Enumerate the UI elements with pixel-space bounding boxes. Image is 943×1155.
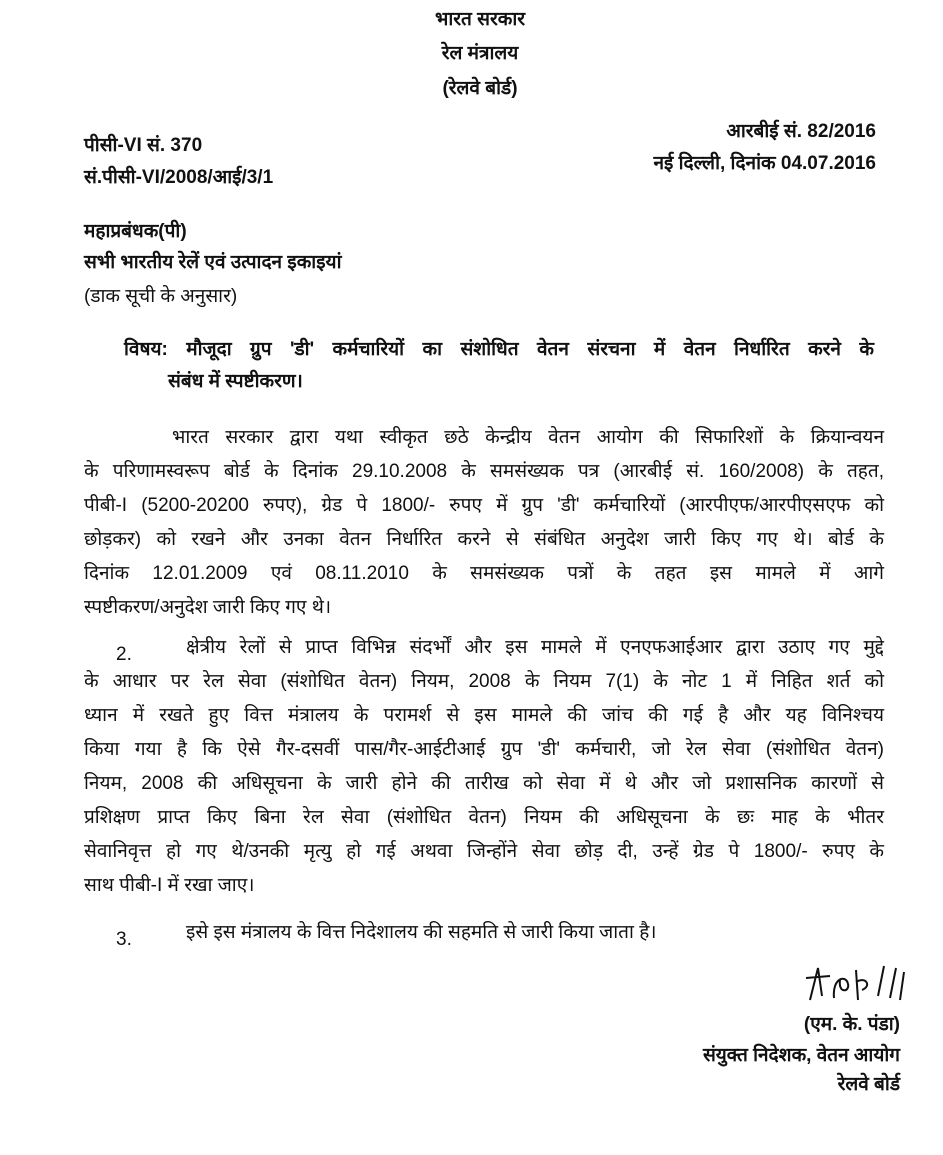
para3-number: 3. (116, 929, 132, 950)
header-government: भारत सरकार (434, 9, 526, 30)
para1-line: भारत सरकार द्वारा यथा स्वीकृत छठे केन्द्रीय वेतन आयोग की सिफारिशों के क्रियान्वयन (172, 427, 884, 448)
para2-line: किया गया है कि ऐसे गैर-दसवीं पास/गैर-आईटीआई ग्रुप 'डी' कर्मचारी, जो रेल सेवा (संशोधित वेतन) (84, 739, 884, 760)
para1-line: स्पष्टीकरण/अनुदेश जारी किए गए थे। (84, 597, 332, 618)
para2-line: सेवानिवृत्त हो गए थे/उनकी मृत्यु हो गई अथवा जिन्होंने सेवा छोड़ दी, उन्हें ग्रेड पे 1800/- रुपए के (84, 841, 884, 862)
para2-line: प्रशिक्षण प्राप्त किए बिना रेल सेवा (संशोधित वेतन) नियम की अधिसूचना के छः माह के भीतर (84, 807, 884, 828)
addressee-gm: महाप्रबंधक(पी) (84, 221, 187, 242)
signatory-office: रेलवे बोर्ड (837, 1074, 900, 1095)
signatory-name: (एम. के. पंडा) (803, 1014, 900, 1035)
para1-line: छोड़कर) को रखने और उनका वेतन निर्धारित करने से संबंधित अनुदेश जारी किए गए थे। बोर्ड के (84, 529, 884, 550)
para1-line: के परिणामस्वरूप बोर्ड के दिनांक 29.10.2008 के समसंख्यक पत्र (आरबीई सं. 160/2008) के तहत, (84, 461, 884, 482)
subject-line-2: संबंध में स्पष्टीकरण। (168, 371, 303, 392)
signatory-designation: संयुक्त निदेशक, वेतन आयोग (702, 1045, 900, 1066)
header-board: (रेलवे बोर्ड) (442, 78, 518, 99)
addressee-railways: सभी भारतीय रेलें एवं उत्पादन इकाइयां (84, 252, 342, 273)
para2-line: क्षेत्रीय रेलों से प्राप्त विभिन्न संदर्भों और इस मामले में एनएफआईआर द्वारा उठाए गए मुद्दे (186, 637, 884, 658)
para2-number: 2. (116, 644, 132, 665)
addressee-mailing-list: (डाक सूची के अनुसार) (84, 286, 238, 307)
ref-date: नई दिल्ली, दिनांक 04.07.2016 (653, 153, 876, 174)
para1-line: दिनांक 12.01.2009 एवं 08.11.2010 के समसंख्यक पत्रों के तहत इस मामले में आगे (84, 563, 884, 584)
para2-line: के आधार पर रेल सेवा (संशोधित वेतन) नियम, 2008 के नियम 7(1) के नोट 1 में निहित शर्त को (84, 671, 884, 692)
para1-line: पीबी-I (5200-20200 रुपए), ग्रेड पे 1800/- रुपए में ग्रुप 'डी' कर्मचारियों (आरपीएफ/आरपीएसएफ को (84, 495, 884, 516)
subject-line-1: विषय: मौजूदा ग्रुप 'डी' कर्मचारियों का संशोधित वेतन संरचना में वेतन निर्धारित करने के (124, 339, 874, 360)
header-ministry: रेल मंत्रालय (441, 43, 519, 64)
ref-file-number: सं.पीसी-VI/2008/आई/3/1 (84, 167, 274, 188)
handwritten-signature (800, 960, 910, 1010)
para3-text: इसे इस मंत्रालय के वित्त निदेशालय की सहमति से जारी किया जाता है। (186, 922, 657, 943)
ref-pc-number: पीसी-VI सं. 370 (84, 135, 203, 156)
para2-line: नियम, 2008 की अधिसूचना के जारी होने की तारीख को सेवा में थे और जो प्रशासनिक कारणों से (84, 773, 884, 794)
para2-line: साथ पीबी-I में रखा जाए। (84, 875, 255, 896)
para2-line: ध्यान में रखते हुए वित्त मंत्रालय के परामर्श से इस मामले की जांच की गई है और यह विनिश्चय (84, 705, 884, 726)
ref-rbe-number: आरबीई सं. 82/2016 (726, 121, 876, 142)
